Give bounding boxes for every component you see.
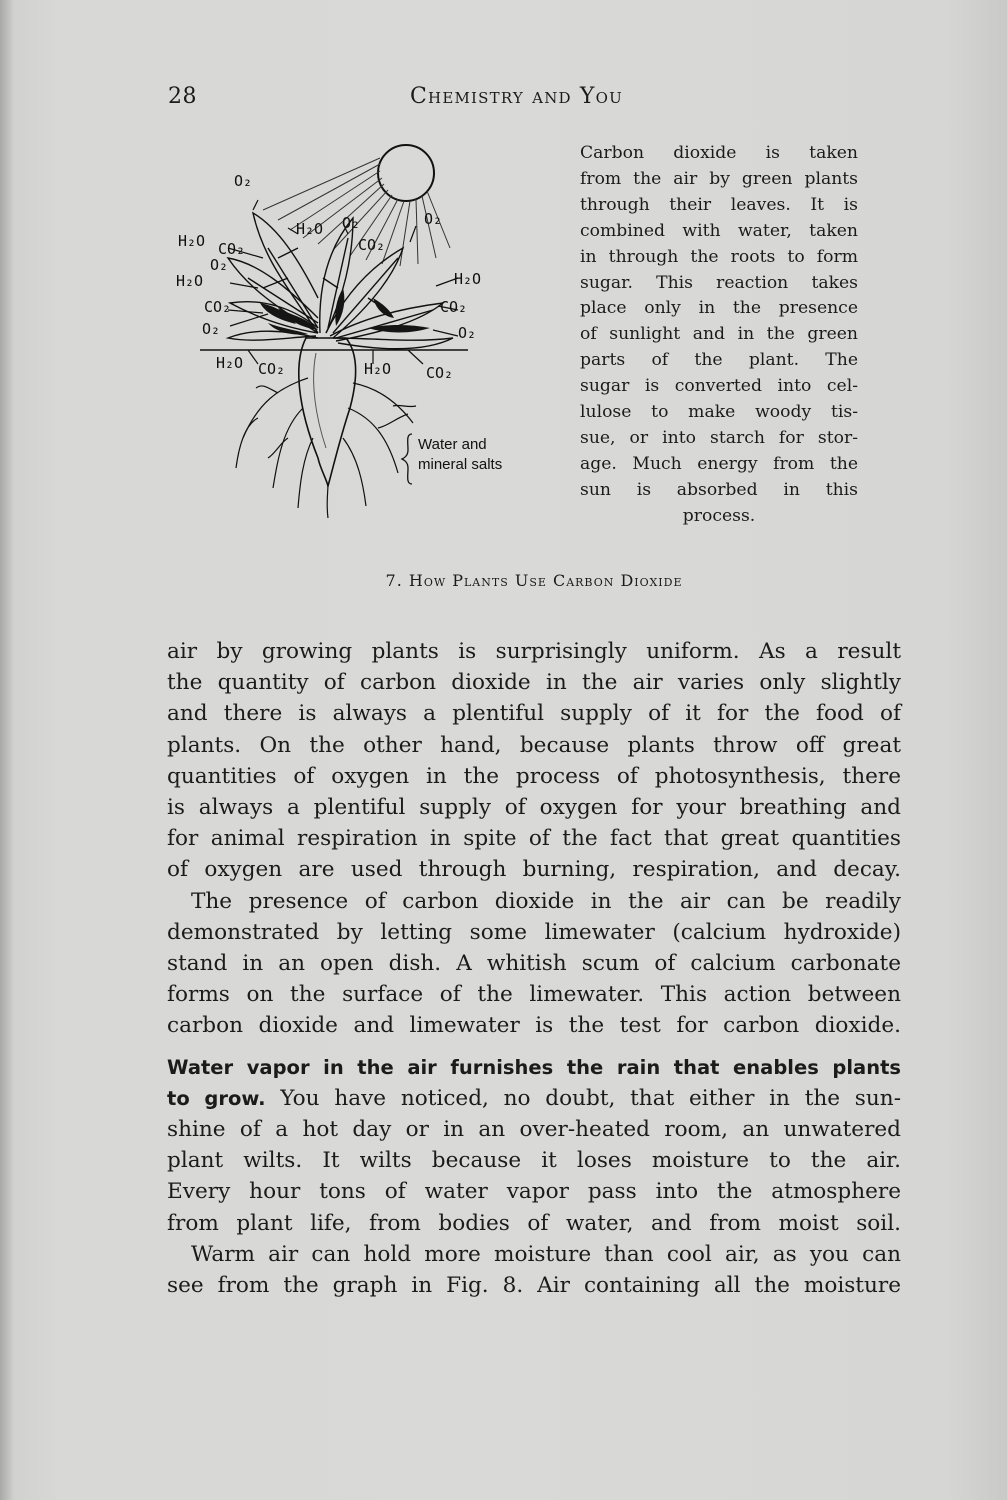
section-heading-end: to grow. (167, 1086, 266, 1110)
text-line: sugar. This reaction takes (580, 272, 858, 293)
h2o-label: H₂O (454, 270, 482, 288)
o2-label: O₂ (424, 210, 443, 228)
co2-label: CO₂ (426, 364, 454, 382)
text-line: from plant life, from bodies of water, and from moist soil. (167, 1210, 901, 1236)
text-line: of sunlight and in the green (580, 324, 858, 345)
sun-icon (378, 145, 434, 201)
text-line: through their leaves. It is (580, 194, 858, 215)
text-line: The presence of carbon dioxide in the air can be readily (191, 888, 901, 914)
text-line: sun is absorbed in this (580, 479, 858, 500)
figure-explanation (580, 141, 858, 530)
text-line: forms on the surface of the limewater. This action between (167, 982, 901, 1008)
text-line: see from the graph in Fig. 8. Air containing all the moisture (167, 1273, 901, 1299)
body-text (167, 636, 901, 1301)
text-line: plants. On the other hand, because plants throw off great (167, 732, 901, 758)
h2o-label: H₂O (178, 232, 206, 250)
text-line: shine of a hot day or in an over-heated room, an unwatered (167, 1117, 901, 1143)
text-line: quantities of oxygen in the process of photosynthesis, there (167, 763, 901, 789)
text-line: sugar is converted into cel- (580, 376, 858, 397)
text-line: place only in the presence (580, 298, 858, 319)
section-heading: Water vapor in the air furnishes the rain that enables plants (167, 1055, 901, 1079)
text-line (167, 1083, 901, 1114)
text-line: process. (682, 505, 756, 526)
text-line: of oxygen are used through burning, respiration, and decay. (167, 857, 901, 883)
text-line: Every hour tons of water vapor pass into the atmosphere (167, 1179, 901, 1205)
section-gap (167, 1042, 901, 1052)
sunlight-rays (263, 158, 450, 266)
text-line: from the air by green plants (580, 168, 858, 189)
co2-label: CO₂ (440, 298, 468, 316)
o2-label: O₂ (458, 324, 477, 342)
text-line: age. Much energy from the (580, 453, 858, 474)
o2-label: O₂ (234, 172, 253, 190)
text-run: You have noticed, no doubt, that either in the sun- (265, 1085, 902, 1111)
co2-label: CO₂ (204, 298, 232, 316)
text-line: is always a plentiful supply of oxygen for your breathing and (167, 795, 901, 821)
text-line: sue, or into starch for stor- (580, 427, 858, 448)
co2-label: CO₂ (358, 236, 386, 254)
o2-label: O₂ (202, 320, 221, 338)
water-label: Water and (418, 436, 487, 453)
text-line: in through the roots to form (580, 246, 858, 267)
text-line: stand in an open dish. A whitish scum of calcium carbonate (167, 951, 901, 977)
text-line: demonstrated by letting some limewater (calcium hydroxide) (167, 919, 901, 945)
plant-carbon-dioxide-illustration (168, 138, 528, 528)
text-line: Warm air can hold more moisture than cool air, as you can (191, 1241, 901, 1267)
co2-label: CO₂ (218, 240, 246, 258)
mineral-salts-label: mineral salts (418, 456, 503, 473)
spine-shadow (0, 0, 14, 1500)
text-line: air by growing plants is surprisingly uniform. As a result (167, 639, 901, 664)
plant-diagram-svg (168, 138, 528, 528)
running-head: Chemistry and You (410, 84, 623, 109)
text-line: plant wilts. It wilts because it loses moisture to the air. (167, 1148, 901, 1174)
brace (402, 434, 412, 484)
co2-label: CO₂ (258, 360, 286, 378)
text-line: Carbon dioxide is taken (580, 143, 858, 163)
o2-label: O₂ (342, 214, 361, 232)
text-line: parts of the plant. The (580, 350, 858, 371)
h2o-label: H₂O (296, 220, 324, 238)
page-number: 28 (168, 84, 197, 109)
text-line: the quantity of carbon dioxide in the air varies only slightly (167, 670, 901, 696)
text-line: lulose to make woody tis- (580, 402, 858, 423)
beet-root (299, 338, 356, 486)
h2o-label: H₂O (176, 272, 204, 290)
h2o-label: H₂O (364, 360, 392, 378)
text-line: for animal respiration in spite of the fact that great quantities (167, 826, 901, 852)
figure-caption: 7. How Plants Use Carbon Dioxide (385, 571, 683, 590)
text-line: and there is always a plentiful supply of it for the food of (167, 701, 901, 727)
text-line: carbon dioxide and limewater is the test for carbon dioxide. (167, 1013, 901, 1039)
text-line: combined with water, taken (580, 220, 858, 241)
o2-label: O₂ (210, 256, 229, 274)
h2o-label: H₂O (216, 354, 244, 372)
